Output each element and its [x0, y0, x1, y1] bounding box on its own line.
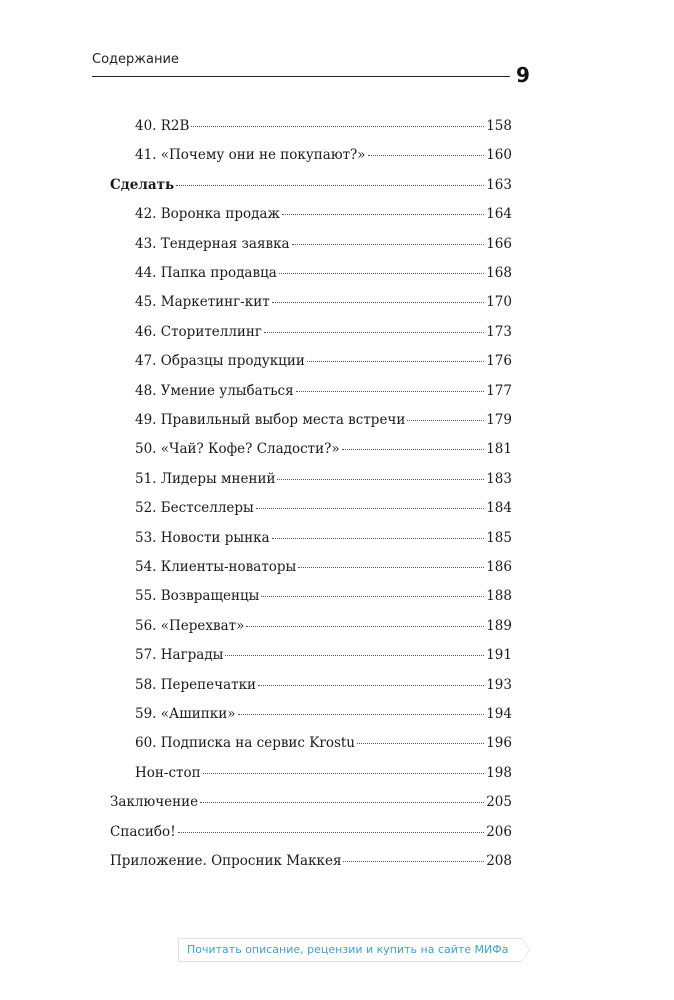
dot-leader — [178, 832, 485, 833]
toc-entry — [135, 703, 512, 725]
toc-entry — [110, 174, 512, 196]
toc-entry-title: 48. Умение улыбаться — [135, 382, 294, 399]
dot-leader — [203, 773, 485, 774]
toc-entry-title: 41. «Почему они не покупают?» — [135, 147, 366, 164]
dot-leader — [277, 479, 484, 480]
toc-entry-page: 163 — [486, 176, 512, 193]
toc-entry — [135, 644, 512, 666]
dot-leader — [296, 391, 485, 392]
toc-entry-title: 59. «Ашипки» — [135, 706, 236, 722]
toc-entry — [135, 350, 512, 372]
toc-entry-page: 170 — [486, 294, 512, 311]
toc-entry-page: 194 — [486, 706, 512, 722]
toc-entry-title: 55. Возвращенцы — [135, 588, 260, 605]
toc-entry — [135, 321, 512, 343]
toc-entry-page: 181 — [486, 441, 512, 458]
toc-entry — [135, 527, 512, 549]
dot-leader — [272, 538, 485, 539]
toc-entry — [135, 115, 512, 137]
toc-entry-page: 206 — [486, 823, 512, 840]
toc-entry-title: 54. Клиенты-новаторы — [135, 559, 297, 575]
toc-entry-page: 184 — [486, 500, 512, 517]
toc-entry-page: 189 — [486, 617, 512, 634]
dot-leader — [238, 714, 485, 715]
running-header: Содержание — [92, 52, 179, 67]
buy-on-mif-link-label: Почитать описание, рецензии и купить на сайте МИФа — [187, 943, 509, 956]
dot-leader — [258, 685, 484, 686]
toc-entry-page: 168 — [486, 265, 512, 281]
dot-leader — [298, 567, 484, 568]
toc-entry — [135, 762, 512, 784]
toc-entry-page: 198 — [486, 764, 512, 781]
toc-entry-page: 179 — [486, 412, 512, 428]
dot-leader — [272, 302, 485, 303]
dot-leader — [246, 626, 484, 627]
dot-leader — [225, 655, 484, 656]
dot-leader — [279, 273, 484, 274]
toc-entry-page: 193 — [486, 676, 512, 693]
toc-entry-title: 60. Подписка на сервис Krostu — [135, 735, 356, 752]
toc-entry-title: Сделать — [110, 176, 175, 193]
toc-entry-title: 56. «Перехват» — [135, 617, 245, 634]
toc-entry-title: 44. Папка продавца — [135, 265, 277, 281]
toc-entry-title: 51. Лидеры мнений — [135, 470, 276, 487]
toc-entry-title: Заключение — [110, 794, 199, 811]
toc-entry-page: 164 — [486, 206, 512, 223]
toc-entry — [135, 732, 512, 754]
buy-on-mif-link[interactable] — [178, 938, 522, 962]
toc-entry-page: 196 — [486, 735, 512, 752]
toc-entry — [135, 497, 512, 519]
toc-entry-title: 57. Награды — [135, 647, 224, 664]
toc-entry — [135, 409, 512, 431]
toc-entry — [110, 850, 512, 872]
dot-leader — [342, 449, 485, 450]
toc-entry — [135, 585, 512, 607]
toc-entry — [135, 615, 512, 637]
dot-leader — [191, 126, 484, 127]
toc-entry-title: 50. «Чай? Кофе? Сладости?» — [135, 441, 340, 458]
page-number: 9 — [516, 63, 530, 87]
toc-entry-title: 58. Перепечатки — [135, 676, 257, 693]
dot-leader — [176, 185, 484, 186]
toc-entry — [135, 203, 512, 225]
toc-entry-title: 49. Правильный выбор места встречи — [135, 412, 406, 428]
toc-entry-title: 43. Тендерная заявка — [135, 235, 290, 252]
dot-leader — [292, 244, 485, 245]
toc-entry — [135, 262, 512, 284]
toc-entry-title: 46. Сторителлинг — [135, 323, 263, 340]
toc-entry-page: 185 — [486, 529, 512, 546]
toc-entry-page: 160 — [486, 147, 512, 164]
dot-leader — [200, 802, 484, 803]
toc-entry — [110, 791, 512, 813]
toc-entry-title: 42. Воронка продаж — [135, 206, 280, 223]
dot-leader — [368, 155, 485, 156]
toc-entry-page: 166 — [486, 235, 512, 252]
toc-entry-page: 191 — [486, 647, 512, 664]
toc-entry — [135, 380, 512, 402]
toc-entry-title: 52. Бестселлеры — [135, 500, 254, 517]
toc-entry-page: 183 — [486, 470, 512, 487]
toc-entry — [135, 291, 512, 313]
toc-entry-page: 177 — [486, 382, 512, 399]
toc-entry — [135, 233, 512, 255]
toc-entry-page: 205 — [486, 794, 512, 811]
toc-entry-page: 158 — [486, 118, 512, 134]
toc-entry-page: 208 — [486, 853, 512, 869]
toc-entry-page: 186 — [486, 559, 512, 575]
toc-entry — [135, 144, 512, 166]
dot-leader — [307, 361, 484, 362]
toc-entry-title: Нон-стоп — [135, 764, 201, 781]
toc-entry-title: Спасибо! — [110, 823, 176, 840]
toc-entry — [135, 438, 512, 460]
dot-leader — [343, 861, 484, 862]
dot-leader — [357, 743, 484, 744]
toc-entry-title: Приложение. Опросник Маккея — [110, 853, 342, 869]
toc-entry-page: 176 — [486, 353, 512, 370]
toc-entry-title: 47. Образцы продукции — [135, 353, 305, 370]
dot-leader — [264, 332, 484, 333]
toc-entry — [135, 556, 512, 578]
dot-leader — [256, 508, 484, 509]
toc-entry — [110, 821, 512, 843]
toc-entry-title: 53. Новости рынка — [135, 529, 270, 546]
toc-entry-page: 188 — [486, 588, 512, 605]
dot-leader — [261, 596, 484, 597]
toc-entry-title: 45. Маркетинг-кит — [135, 294, 270, 311]
dot-leader — [282, 214, 484, 215]
toc-entry-page: 173 — [486, 323, 512, 340]
toc-entry — [135, 468, 512, 490]
toc-entry — [135, 674, 512, 696]
dot-leader — [407, 420, 484, 421]
toc-entry-title: 40. R2B — [135, 118, 190, 134]
header-rule — [92, 76, 510, 77]
